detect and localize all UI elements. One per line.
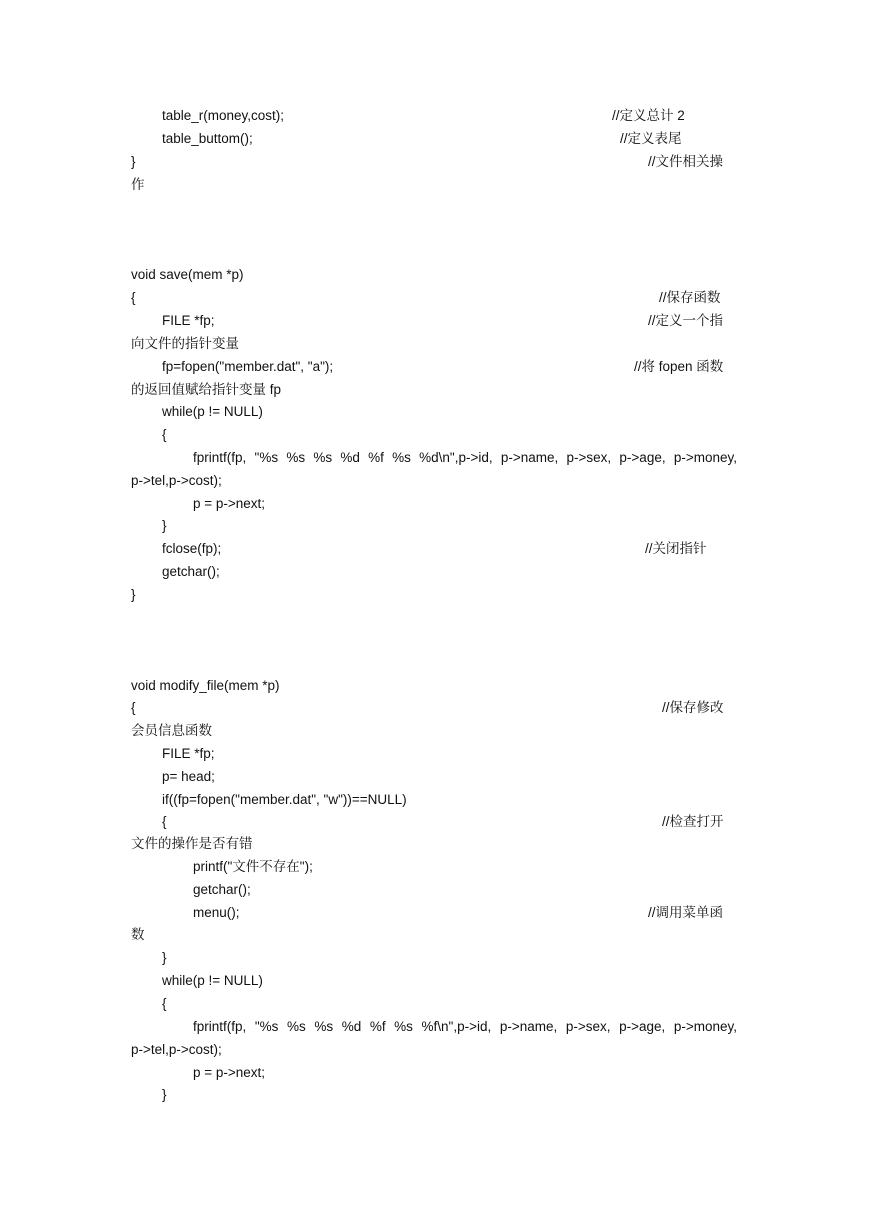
code-line: p->tel,p->cost); — [131, 1042, 222, 1057]
code-comment: //关闭指针 — [645, 541, 707, 556]
code-line: p= head; — [162, 769, 215, 784]
code-line: } — [131, 587, 136, 602]
code-line: { — [162, 814, 167, 829]
code-line: fp=fopen("member.dat", "a"); — [162, 359, 334, 374]
code-comment: //检查打开 — [662, 814, 724, 829]
code-line: 向文件的指针变量 — [131, 336, 239, 351]
code-line: 的返回值赋给指针变量 fp — [131, 382, 282, 397]
code-line: { — [131, 700, 136, 715]
code-line: { — [162, 996, 167, 1011]
code-line: } — [131, 154, 136, 169]
code-line: while(p != NULL) — [162, 973, 263, 988]
code-comment: //保存函数 — [659, 290, 721, 305]
code-line: void save(mem *p) — [131, 267, 244, 282]
code-line: p->tel,p->cost); — [131, 473, 222, 488]
code-comment: //调用菜单函 — [648, 905, 724, 920]
code-comment: //定义总计 2 — [612, 108, 685, 123]
code-comment: //定义一个指 — [648, 313, 724, 328]
code-comment: //保存修改 — [662, 700, 724, 715]
code-line: { — [162, 427, 167, 442]
code-line: getchar(); — [193, 882, 251, 897]
code-line: fprintf(fp, "%s %s %s %d %f %s %f\n",p->id, p->name, p->sex, p->age, p->money, — [193, 1019, 737, 1034]
code-line: } — [162, 518, 167, 533]
code-line: menu(); — [193, 905, 240, 920]
code-line: void modify_file(mem *p) — [131, 678, 280, 693]
code-line: } — [162, 950, 167, 965]
code-line: printf("文件不存在"); — [193, 859, 313, 874]
code-line: p = p->next; — [193, 496, 266, 511]
code-line: FILE *fp; — [162, 313, 215, 328]
code-line: while(p != NULL) — [162, 404, 263, 419]
code-line: table_r(money,cost); — [162, 108, 285, 123]
code-line: } — [162, 1087, 167, 1102]
code-line: 会员信息函数 — [131, 723, 212, 738]
code-line: if((fp=fopen("member.dat", "w"))==NULL) — [162, 792, 407, 807]
code-line: p = p->next; — [193, 1065, 266, 1080]
code-line: { — [131, 290, 136, 305]
code-line: 文件的操作是否有错 — [131, 836, 253, 851]
code-line: FILE *fp; — [162, 746, 215, 761]
code-line: 作 — [131, 177, 145, 192]
code-line: fprintf(fp, "%s %s %s %d %f %s %d\n",p->id, p->name, p->sex, p->age, p->money, — [193, 450, 737, 465]
code-comment: //定义表尾 — [620, 131, 682, 146]
code-line: table_buttom(); — [162, 131, 253, 146]
code-line: getchar(); — [162, 564, 220, 579]
code-line: 数 — [131, 927, 145, 942]
code-comment: //文件相关操 — [648, 154, 724, 169]
code-comment: //将 fopen 函数 — [634, 359, 724, 374]
code-line: fclose(fp); — [162, 541, 222, 556]
